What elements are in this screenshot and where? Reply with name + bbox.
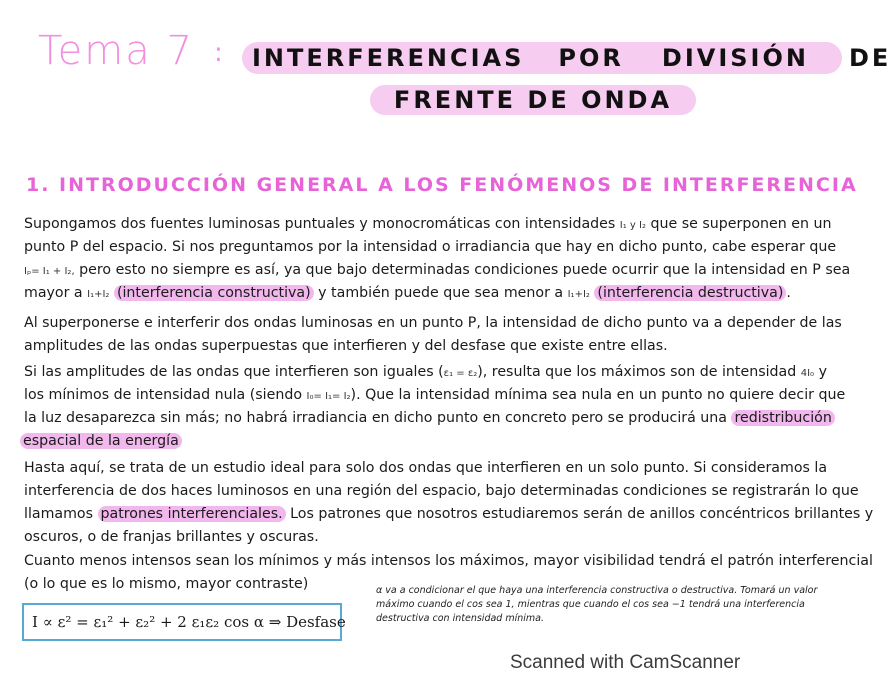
title-line-1 (242, 42, 891, 74)
math-symbol: I₁+I₂ (567, 289, 590, 300)
p4-line-1: Hasta aquí, se trata de un estudio ideal para solo dos ondas que interfieren en un solo punto. Si consideramos la (24, 460, 828, 476)
text: llamamos (24, 506, 98, 522)
formula-box: I ∝ ε² = ε₁² + ε₂² + 2 ε₁ε₂ cos α ⇒ Desfase (22, 603, 342, 641)
text: y (814, 364, 827, 380)
p5-line-2: (o lo que es lo mismo, mayor contraste) (24, 576, 309, 592)
section-title: 1. INTRODUCCIÓN GENERAL A LOS FENÓMENOS DE INTERFERENCIA (26, 174, 858, 196)
text: ), resulta que los máximos son de intensidad (477, 364, 801, 380)
text: y también puede que sea menor a (313, 285, 568, 301)
p1-line-2: punto P del espacio. Si nos preguntamos por la intensidad o irradiancia que hay en dicho punto, cabe esperar que (24, 239, 837, 255)
p5-line-1: Cuanto menos intensos sean los mínimos y más intensos los máximos, mayor visibilidad tendrá el patrón interferencial (24, 553, 873, 569)
p4-line-4: oscuros, o de franjas brillantes y oscuras. (24, 529, 319, 545)
text: la luz desaparezca sin más; no habrá irradiancia en dicho punto en concreto pero se producirá una (24, 410, 732, 426)
title-word: INTERFERENCIAS (252, 44, 525, 72)
math-symbol: I₁ y I₂ (619, 220, 646, 231)
title-word: POR (558, 44, 624, 72)
text: que se superponen en un (646, 216, 832, 232)
text: los mínimos de intensidad nula (siendo (24, 387, 307, 403)
p3-line-3 (24, 407, 835, 430)
p4-line-2: interferencia de dos haces luminosos en una región del espacio, bajo determinadas condiciones se registrarán lo que (24, 483, 859, 499)
title-line-2: FRENTE DE ONDA (370, 85, 696, 115)
math-symbol: ε₁ = ε₂ (443, 368, 478, 379)
text: . (786, 285, 791, 301)
text: mayor a (24, 285, 88, 301)
text: Supongamos dos fuentes luminosas puntuales y monocromáticas con intensidades (24, 216, 620, 232)
math-symbol: Iₚ= I₁ + I₂, (24, 266, 75, 277)
text: pero esto no siempre es así, ya que bajo determinadas condiciones puede ocurrir que la intensidad en P sea (74, 262, 851, 278)
highlight-energy: espacial de la energía (20, 433, 182, 449)
camscanner-watermark: Scanned with CamScanner (510, 652, 741, 673)
highlight-destructive: (interferencia destructiva) (594, 285, 786, 301)
side-note: α va a condicionar el que haya una interferencia constructiva o destructiva. Tomará un valor máximo cuando el cos sea 1, mientras que cuando el cos sea −1 tendrá una interferencia destructiva con intensidad mínima. (376, 585, 818, 624)
text: Los patrones que nosotros estudiaremos serán de anillos concéntricos brillantes y (285, 506, 874, 522)
math-symbol: 4I₀ (800, 368, 815, 379)
p3-line-4 (20, 430, 182, 453)
title-word: DIVISIÓN (661, 44, 809, 72)
title-word: DE (848, 44, 891, 72)
math-symbol: I₁+I₂ (87, 289, 110, 300)
p3-line-1 (24, 361, 827, 385)
text: Si las amplitudes de las ondas que interfieren son iguales ( (24, 364, 444, 380)
p2-line-2: amplitudes de las ondas superpuestas que interfieren y del desfase que existe entre ellas. (24, 338, 668, 354)
tema-colon: : (214, 38, 223, 68)
math-symbol: I₀= I₁= I₂ (306, 391, 351, 402)
p4-line-3 (24, 503, 873, 526)
highlight-patterns: patrones interferenciales. (98, 506, 286, 522)
p1-line-3 (24, 259, 850, 283)
p1-line-4 (24, 282, 791, 306)
tema-label: Tema 7 (38, 28, 194, 74)
p1-line-1 (24, 213, 831, 237)
p3-line-2 (24, 384, 845, 408)
highlight-constructive: (interferencia constructiva) (114, 285, 314, 301)
p2-line-1: Al superponerse e interferir dos ondas luminosas en un punto P, la intensidad de dicho punto va a depender de las (24, 315, 842, 331)
highlight-redistribution: redistribución (731, 410, 834, 426)
text: ). Que la intensidad mínima sea nula en un punto no quiere decir que (350, 387, 846, 403)
